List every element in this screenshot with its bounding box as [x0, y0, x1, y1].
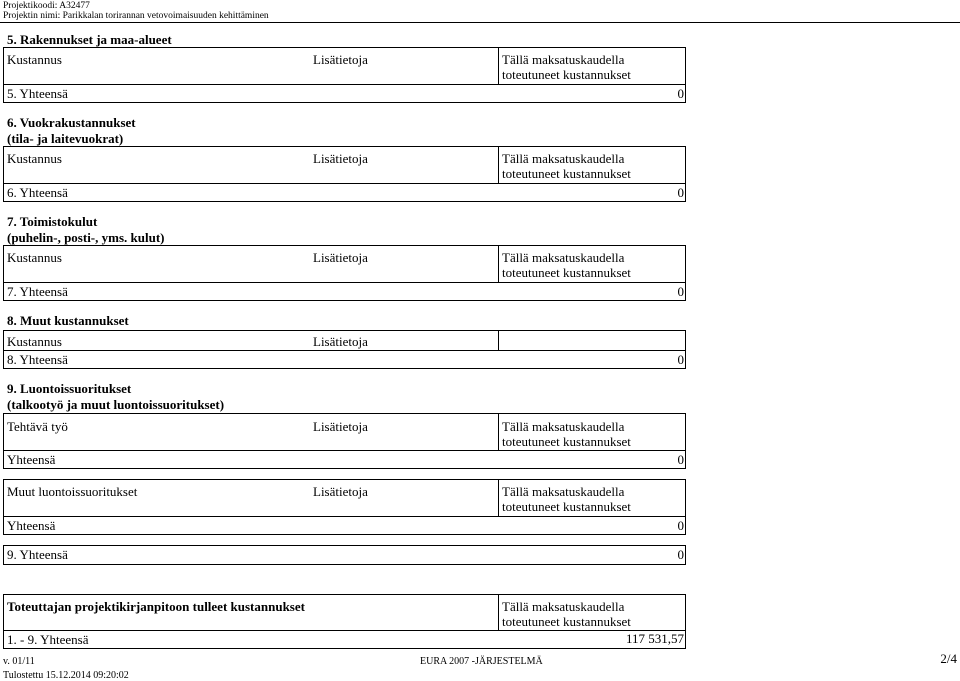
section-5-title: 5. Rakennukset ja maa-alueet [7, 32, 172, 47]
header-divider [0, 22, 960, 23]
section-6-col-kustannus: Kustannus [7, 151, 62, 166]
summary-col-period: Tällä maksatuskaudella [502, 599, 625, 614]
footer-page-number: 2/4 [940, 651, 957, 666]
section-5-total-label: 5. Yhteensä [7, 86, 68, 101]
section-9b-col-period: Tällä maksatuskaudella [502, 484, 625, 499]
section-5-col-period-2: toteutuneet kustannukset [502, 67, 631, 82]
section-9b-total-label: Yhteensä [7, 518, 56, 533]
section-6-col-divider [498, 146, 499, 183]
summary-total-label: 1. - 9. Yhteensä [7, 632, 89, 647]
section-9b-total-value: 0 [677, 518, 684, 533]
section-7-col-divider [498, 245, 499, 282]
section-7-total-label: 7. Yhteensä [7, 284, 68, 299]
section-9a-col-tehtava: Tehtävä työ [7, 419, 68, 434]
section-9a-row-divider [3, 450, 686, 451]
section-7-col-lisatietoja: Lisätietoja [313, 250, 368, 265]
section-5-col-kustannus: Kustannus [7, 52, 62, 67]
section-9a-total-value: 0 [677, 452, 684, 467]
section-6-col-period-2: toteutuneet kustannukset [502, 166, 631, 181]
summary-col-divider [498, 594, 499, 630]
summary-row-divider [3, 630, 686, 631]
section-9b-row-divider [3, 516, 686, 517]
section-5-row-divider [3, 84, 686, 85]
section-9a-col-period-2: toteutuneet kustannukset [502, 434, 631, 449]
section-6-total-value: 0 [677, 185, 684, 200]
section-9-subtitle: (talkootyö ja muut luontoissuoritukset) [7, 397, 225, 412]
section-9-total-value: 0 [677, 547, 684, 562]
project-name: Projektin nimi: Parikkalan torirannan vetovoimaisuuden kehittäminen [3, 11, 269, 21]
section-6-subtitle: (tila- ja laitevuokrat) [7, 131, 124, 146]
section-9a-col-divider [498, 413, 499, 450]
section-8-total-value: 0 [677, 352, 684, 367]
section-9-title: 9. Luontoissuoritukset [7, 381, 132, 396]
section-6-title: 6. Vuokrakustannukset [7, 115, 136, 130]
section-5-col-period: Tällä maksatuskaudella [502, 52, 625, 67]
section-7-row-divider [3, 282, 686, 283]
section-7-subtitle: (puhelin-, posti-, yms. kulut) [7, 230, 165, 245]
section-8-col-lisatietoja: Lisätietoja [313, 334, 368, 349]
section-9a-total-label: Yhteensä [7, 452, 56, 467]
section-9-total-row [3, 545, 686, 565]
section-8-col-kustannus: Kustannus [7, 334, 62, 349]
section-5-col-divider [498, 47, 499, 84]
project-code: Projektikoodi: A32477 [3, 1, 90, 11]
footer-version: v. 01/11 [3, 656, 35, 667]
section-7-title: 7. Toimistokulut [7, 214, 98, 229]
section-6-col-period: Tällä maksatuskaudella [502, 151, 625, 166]
section-6-col-lisatietoja: Lisätietoja [313, 151, 368, 166]
section-7-col-period: Tällä maksatuskaudella [502, 250, 625, 265]
section-6-total-label: 6. Yhteensä [7, 185, 68, 200]
footer-system: EURA 2007 -JÄRJESTELMÄ [420, 656, 543, 667]
section-8-row-divider [3, 350, 686, 351]
section-9-total-label: 9. Yhteensä [7, 547, 68, 562]
summary-label: Toteuttajan projektikirjanpitoon tulleet kustannukset [7, 599, 305, 614]
section-6-row-divider [3, 183, 686, 184]
section-9a-col-period: Tällä maksatuskaudella [502, 419, 625, 434]
section-7-col-kustannus: Kustannus [7, 250, 62, 265]
section-9a-col-lisatietoja: Lisätietoja [313, 419, 368, 434]
footer-printed: Tulostettu 15.12.2014 09:20:02 [3, 670, 129, 681]
summary-total-value: 117 531,57 [625, 631, 684, 646]
section-8-title: 8. Muut kustannukset [7, 313, 129, 328]
section-5-total-value: 0 [677, 86, 684, 101]
section-9b-col-divider [498, 479, 499, 516]
summary-col-period-2: toteutuneet kustannukset [502, 614, 631, 629]
section-8-total-label: 8. Yhteensä [7, 352, 68, 367]
section-9b-col-muut: Muut luontoissuoritukset [7, 484, 138, 499]
section-5-col-lisatietoja: Lisätietoja [313, 52, 368, 67]
section-9b-col-period-2: toteutuneet kustannukset [502, 499, 631, 514]
section-7-col-period-2: toteutuneet kustannukset [502, 265, 631, 280]
section-9b-col-lisatietoja: Lisätietoja [313, 484, 368, 499]
section-8-col-divider [498, 330, 499, 350]
section-7-total-value: 0 [677, 284, 684, 299]
